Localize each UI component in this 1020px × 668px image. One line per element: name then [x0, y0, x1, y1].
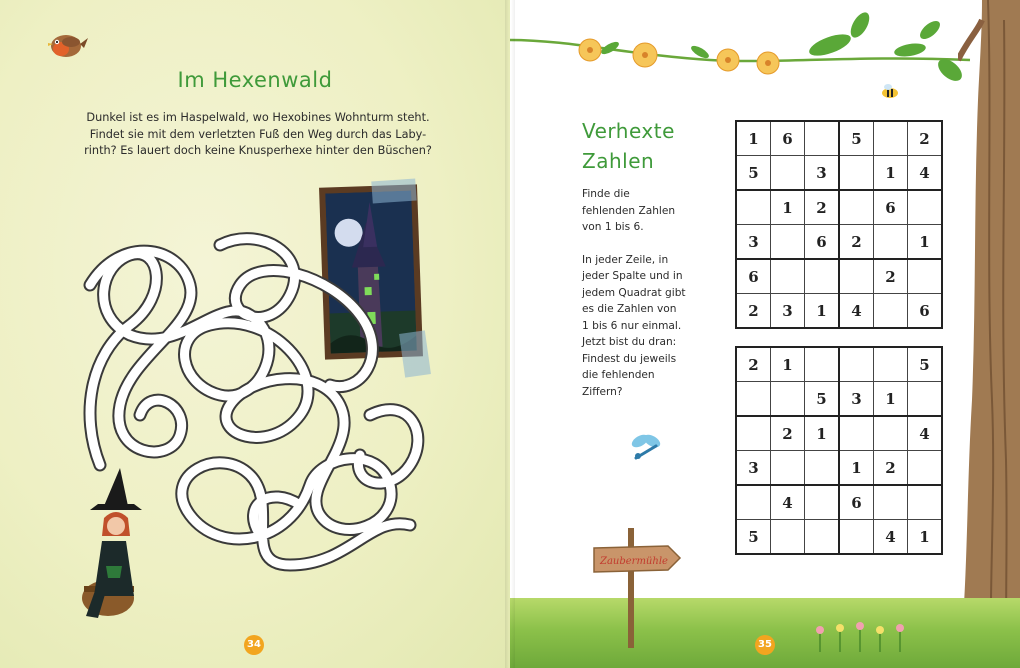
- signpost-icon: [588, 528, 682, 648]
- grass-ground: [510, 598, 1020, 668]
- bird-icon: [44, 28, 90, 62]
- sudoku-empty-cell[interactable]: [805, 520, 840, 555]
- sudoku-empty-cell[interactable]: [771, 156, 805, 191]
- instruction-line: In jeder Zeile, in: [582, 253, 669, 266]
- sudoku-given-cell: 3: [771, 294, 805, 329]
- sudoku-empty-cell[interactable]: [805, 121, 840, 156]
- sudoku-given-cell: 3: [736, 225, 771, 260]
- intro-line: Findet sie mit dem verletzten Fuß den Weg durch das Laby-: [89, 127, 427, 141]
- instruction-line: Finde die: [582, 188, 630, 200]
- sudoku-given-cell: 3: [805, 156, 840, 191]
- sudoku-given-cell: 1: [839, 451, 874, 486]
- sudoku-empty-cell[interactable]: [908, 259, 943, 294]
- intro-line: Dunkel ist es im Haspelwald, wo Hexobines Wohnturm steht.: [86, 111, 430, 124]
- instruction-line: die fehlenden: [582, 369, 655, 381]
- sudoku-row: [736, 485, 942, 520]
- sudoku-empty-cell[interactable]: [874, 347, 908, 382]
- sudoku-given-cell: 4: [908, 156, 943, 191]
- page-title-left: Im Hexenwald: [177, 68, 333, 92]
- sudoku-given-cell: 2: [874, 451, 908, 486]
- instruction-line: es die Zahlen von: [582, 303, 677, 315]
- sudoku-given-cell: 6: [908, 294, 943, 329]
- sudoku-given-cell: 1: [874, 382, 908, 417]
- sudoku-given-cell: 2: [805, 190, 840, 225]
- title-line: Verhexte: [582, 119, 675, 143]
- sudoku-empty-cell[interactable]: [874, 485, 908, 520]
- sudoku-given-cell: 2: [736, 347, 771, 382]
- sudoku-given-cell: 5: [736, 156, 771, 191]
- sudoku-given-cell: 1: [805, 416, 840, 451]
- sudoku-empty-cell[interactable]: [736, 485, 771, 520]
- sudoku-given-cell: 1: [771, 190, 805, 225]
- sudoku-given-cell: 6: [874, 190, 908, 225]
- sudoku-given-cell: 3: [736, 451, 771, 486]
- sudoku-given-cell: 1: [736, 121, 771, 156]
- sudoku-empty-cell[interactable]: [908, 190, 943, 225]
- sudoku-given-cell: 5: [839, 121, 874, 156]
- sudoku-empty-cell[interactable]: [805, 259, 840, 294]
- sudoku-empty-cell[interactable]: [771, 520, 805, 555]
- flower-branch: [510, 0, 980, 90]
- tape-top: [371, 178, 416, 203]
- sudoku-empty-cell[interactable]: [839, 416, 874, 451]
- sudoku-given-cell: 2: [736, 294, 771, 329]
- sudoku-empty-cell[interactable]: [839, 156, 874, 191]
- sudoku-given-cell: 4: [839, 294, 874, 329]
- sudoku-empty-cell[interactable]: [805, 347, 840, 382]
- sudoku-empty-cell[interactable]: [874, 416, 908, 451]
- sudoku-empty-cell[interactable]: [736, 416, 771, 451]
- sudoku-row: [736, 520, 942, 555]
- bee-icon: [878, 84, 902, 100]
- sudoku-row: [736, 121, 942, 156]
- sudoku-row: [736, 416, 942, 451]
- sudoku-empty-cell[interactable]: [908, 451, 943, 486]
- sudoku-empty-cell[interactable]: [805, 451, 840, 486]
- sudoku-empty-cell[interactable]: [771, 259, 805, 294]
- sudoku-given-cell: 5: [736, 520, 771, 555]
- intro-text: [72, 110, 444, 160]
- sudoku-given-cell: 2: [771, 416, 805, 451]
- sudoku-given-cell: 6: [771, 121, 805, 156]
- sudoku-given-cell: 4: [908, 416, 943, 451]
- sudoku-given-cell: 1: [908, 225, 943, 260]
- flowers-decoration: [810, 612, 920, 652]
- sudoku-grid-1: [735, 120, 943, 329]
- instruction-line: jedem Quadrat gibt: [582, 286, 686, 299]
- sudoku-empty-cell[interactable]: [908, 382, 943, 417]
- sudoku-empty-cell[interactable]: [839, 190, 874, 225]
- page-number-left: 34: [244, 635, 264, 655]
- sudoku-row: [736, 156, 942, 191]
- instruction-line: Ziffern?: [582, 385, 623, 398]
- title-line: Zahlen: [582, 149, 655, 173]
- sudoku-given-cell: 1: [771, 347, 805, 382]
- instruction-line: Jetzt bist du dran:: [582, 336, 677, 348]
- right-page: [510, 0, 1020, 668]
- sudoku-empty-cell[interactable]: [771, 225, 805, 260]
- sudoku-given-cell: 2: [874, 259, 908, 294]
- sudoku-given-cell: 1: [908, 520, 943, 555]
- page-number-right: 35: [755, 635, 775, 655]
- intro-line: rinth? Es lauert doch keine Knusperhexe hinter den Büschen?: [84, 144, 432, 157]
- sudoku-empty-cell[interactable]: [839, 259, 874, 294]
- sudoku-empty-cell[interactable]: [874, 225, 908, 260]
- sudoku-given-cell: 1: [805, 294, 840, 329]
- sudoku-row: [736, 347, 942, 382]
- sudoku-empty-cell[interactable]: [874, 121, 908, 156]
- instructions: [582, 186, 732, 400]
- sudoku-empty-cell[interactable]: [874, 294, 908, 329]
- sudoku-grid-2: [735, 346, 943, 555]
- sudoku-row: [736, 225, 942, 260]
- sudoku-given-cell: 4: [771, 485, 805, 520]
- sudoku-empty-cell[interactable]: [805, 485, 840, 520]
- instruction-line: von 1 bis 6.: [582, 221, 644, 233]
- sudoku-given-cell: 2: [908, 121, 943, 156]
- instruction-line: jeder Spalte und in: [582, 270, 683, 282]
- sudoku-empty-cell[interactable]: [771, 382, 805, 417]
- sudoku-empty-cell[interactable]: [839, 520, 874, 555]
- sudoku-empty-cell[interactable]: [736, 382, 771, 417]
- witch-illustration: [76, 466, 156, 626]
- dragonfly-icon: [628, 432, 666, 462]
- page-title-right: [582, 116, 675, 176]
- sudoku-row: [736, 190, 942, 225]
- instruction-line: fehlenden Zahlen: [582, 204, 676, 217]
- sudoku-row: [736, 382, 942, 417]
- instruction-line: 1 bis 6 nur einmal.: [582, 319, 682, 332]
- sudoku-row: [736, 294, 942, 329]
- sign-text: Zaubermühle: [600, 556, 668, 567]
- sudoku-given-cell: 5: [805, 382, 840, 417]
- sudoku-empty-cell[interactable]: [839, 347, 874, 382]
- instruction-line: Findest du jeweils: [582, 352, 677, 365]
- tree-trunk: [958, 0, 1020, 668]
- sudoku-empty-cell[interactable]: [736, 190, 771, 225]
- sudoku-given-cell: 6: [839, 485, 874, 520]
- sudoku-given-cell: 4: [874, 520, 908, 555]
- sudoku-given-cell: 3: [839, 382, 874, 417]
- sudoku-row: [736, 451, 942, 486]
- sudoku-given-cell: 1: [874, 156, 908, 191]
- sudoku-empty-cell[interactable]: [908, 485, 943, 520]
- sudoku-given-cell: 6: [805, 225, 840, 260]
- sudoku-given-cell: 2: [839, 225, 874, 260]
- sudoku-given-cell: 5: [908, 347, 943, 382]
- sudoku-row: [736, 259, 942, 294]
- sudoku-given-cell: 6: [736, 259, 771, 294]
- sudoku-empty-cell[interactable]: [771, 451, 805, 486]
